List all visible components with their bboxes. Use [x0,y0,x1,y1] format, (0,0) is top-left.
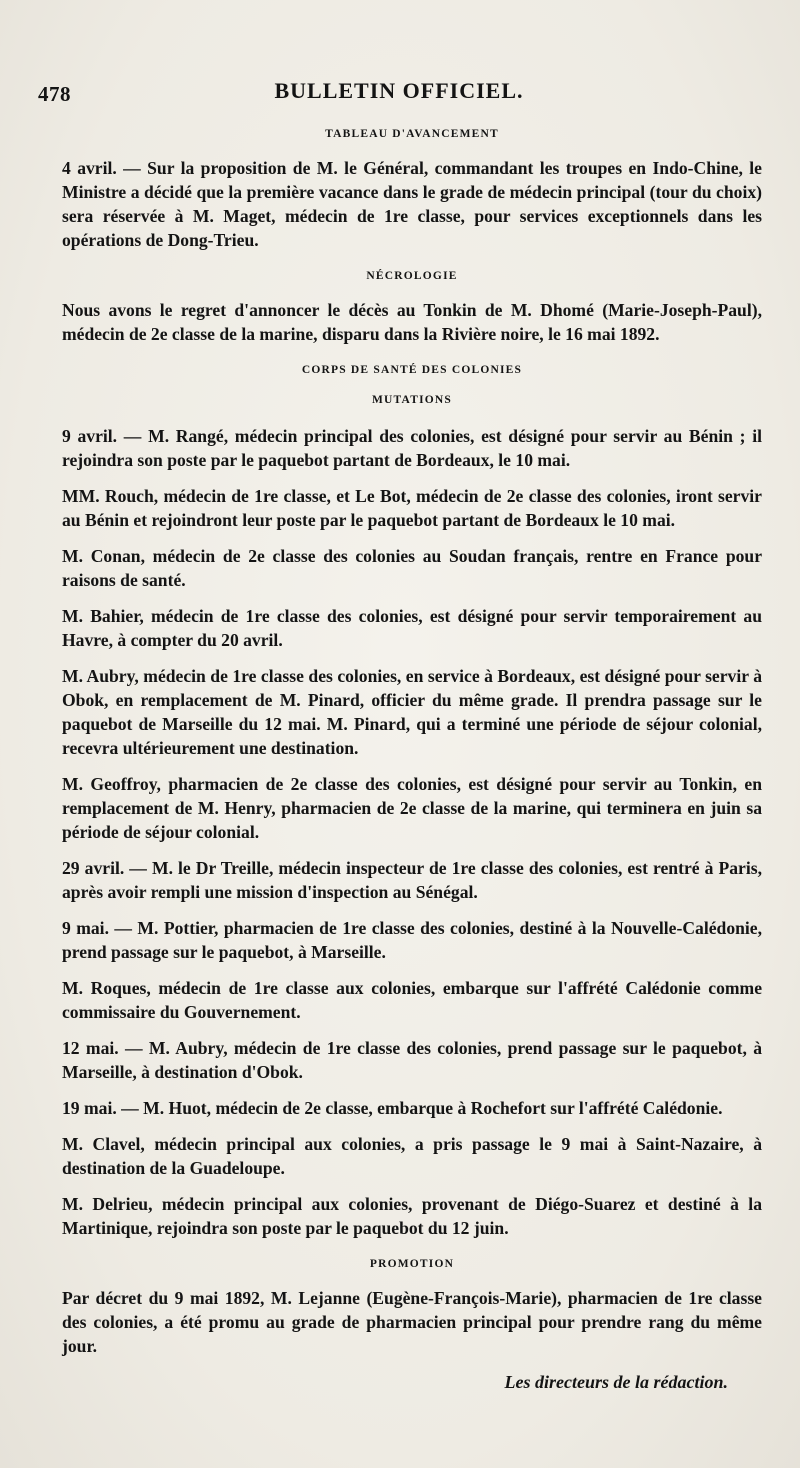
paragraph-tableau: 4 avril. — Sur la proposition de M. le Général, commandant les troupes en Indo-Chine, le Ministre a décidé que la première vacance dans le grade de médecin principal (tour du choix) sera réservée à M. Maget, médecin de 1re classe, pour services exceptionnels dans les opérations de Dong-Trieu. [62,158,762,250]
paragraph-mutation: MM. Rouch, médecin de 1re classe, et Le Bot, médecin de 2e classe des colonies, iront servir au Bénin et rejoindront leur poste par le paquebot partant de Bordeaux le 10 mai. [62,486,762,530]
paragraph-mutation: 19 mai. — M. Huot, médecin de 2e classe, embarque à Rochefort sur l'affrété Calédonie. [62,1098,723,1118]
paragraph-mutation: 9 mai. — M. Pottier, pharmacien de 1re classe des colonies, destiné à la Nouvelle-Calédonie, prend passage sur le paquebot, à Marseille. [62,918,762,962]
paragraph-mutation: M. Aubry, médecin de 1re classe des colonies, en service à Bordeaux, est désigné pour servir à Obok, en remplacement de M. Pinard, officier du même grade. Il prendra passage sur le paquebot de Marseille du 12 mai. M. Pinard, qui a terminé une période de séjour colonial, recevra ultérieurement une destination. [62,666,762,758]
paragraph-mutation: M. Geoffroy, pharmacien de 2e classe des colonies, est désigné pour servir au Tonkin, en remplacement de M. Henry, pharmacien de 2e classe de la marine, qui terminera en juin sa période de séjour colonial. [62,774,762,842]
section-title-promotion: PROMOTION [369,1258,455,1270]
paragraph-mutation: 9 avril. — M. Rangé, médecin principal des colonies, est désigné pour servir au Bénin ; il rejoindra son poste par le paquebot partant de Bordeaux, le 10 mai. [62,426,762,470]
subsection-title-mutations: MUTATIONS [371,394,453,406]
section-title-tableau: TABLEAU D'AVANCEMENT [325,128,499,140]
paragraph-mutation: 12 mai. — M. Aubry, médecin de 1re classe des colonies, prend passage sur le paquebot, à Marseille, à destination d'Obok. [62,1038,762,1082]
signature: Les directeurs de la rédaction. [504,1372,728,1392]
paragraph-mutation: M. Roques, médecin de 1re classe aux colonies, embarque sur l'affrété Calédonie comme commissaire du Gouvernement. [62,978,762,1022]
paragraph-promotion: Par décret du 9 mai 1892, M. Lejanne (Eugène-François-Marie), pharmacien de 1re classe des colonies, a été promu au grade de pharmacien principal pour prendre rang du même jour. [62,1288,762,1356]
page-content [62,118,762,1394]
running-title: BULLETIN OFFICIEL. [274,78,524,103]
paragraph-mutation: M. Conan, médecin de 2e classe des colonies au Soudan français, rentre en France pour raisons de santé. [62,546,762,590]
page-number: 478 [38,82,71,106]
paragraph-mutation: M. Delrieu, médecin principal aux colonies, provenant de Diégo-Suarez et destiné à la Martinique, rejoindra son poste par le paquebot du 12 juin. [62,1194,762,1238]
section-title-necrologie: NÉCROLOGIE [366,270,458,282]
paragraph-mutation: M. Bahier, médecin de 1re classe des colonies, est désigné pour servir temporairement au Havre, à compter du 20 avril. [62,606,762,650]
paragraph-mutation: 29 avril. — M. le Dr Treille, médecin inspecteur de 1re classe des colonies, est rentré à Paris, après avoir rempli une mission d'inspection au Sénégal. [62,858,762,902]
paragraph-mutation: M. Clavel, médecin principal aux colonies, a pris passage le 9 mai à Saint-Nazaire, à destination de la Guadeloupe. [62,1134,762,1178]
section-title-corps-de-sante: CORPS DE SANTÉ DES COLONIES [301,364,523,376]
paragraph-necrologie: Nous avons le regret d'annoncer le décès au Tonkin de M. Dhomé (Marie-Joseph-Paul), médecin de 2e classe de la marine, disparu dans la Rivière noire, le 16 mai 1892. [62,300,762,344]
page-header [38,78,760,112]
